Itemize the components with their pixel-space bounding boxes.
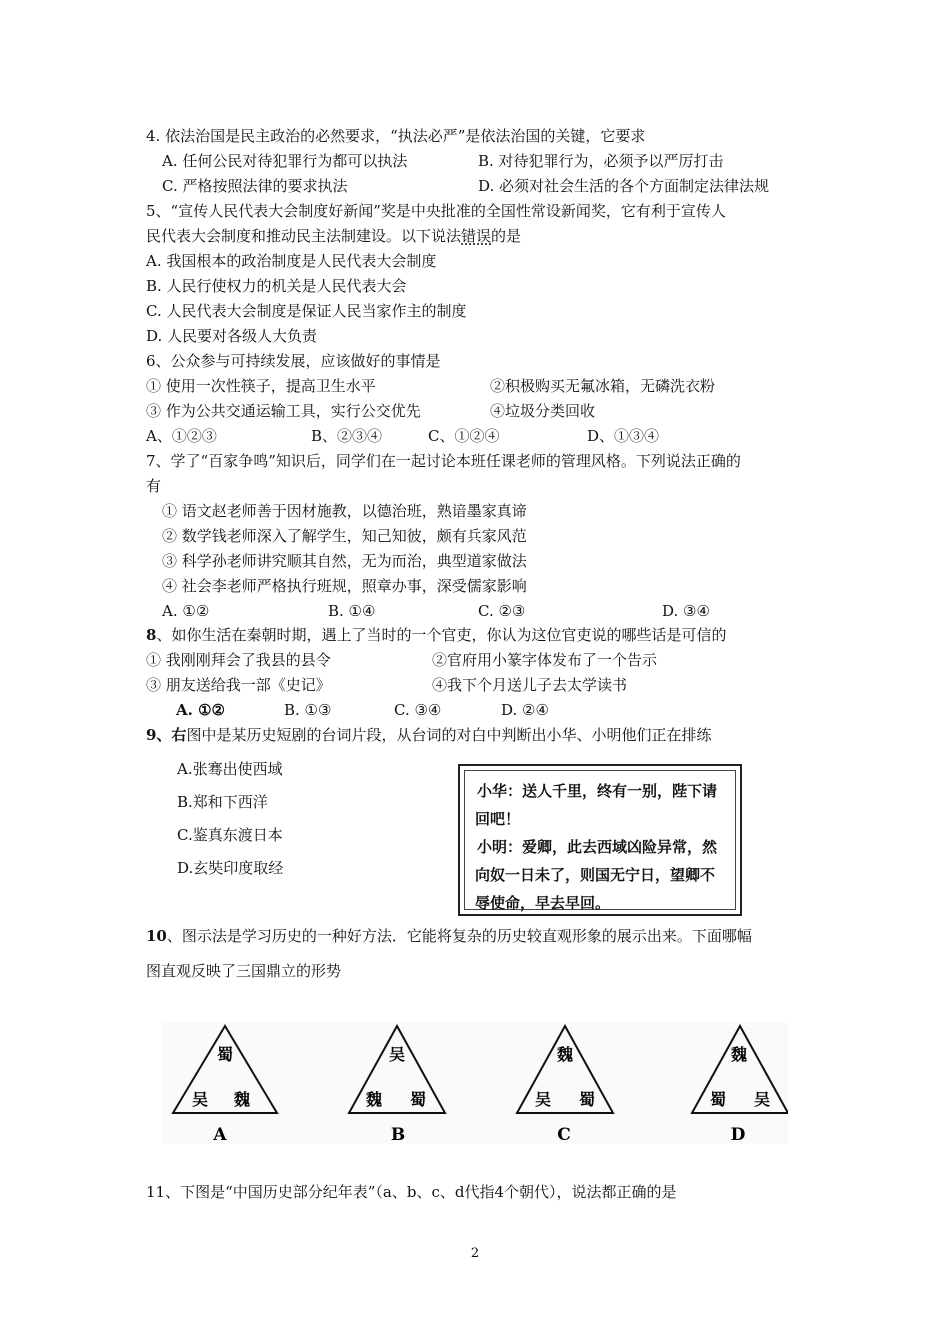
q6-option-a: A、①②③ (146, 427, 217, 445)
triangle-b-top: 吴 (388, 1045, 406, 1064)
q9-option-a: A.张骞出使西域 (177, 760, 283, 778)
q4-stem: 4. 依法治国是民主政治的必然要求，“执法必严”是依法治国的关键，它要求 (146, 127, 646, 145)
q9-number: 9、右 (146, 726, 187, 744)
q7-option-b: B. ①④ (328, 602, 376, 620)
q9-option-b: B.郑和下西洋 (177, 793, 268, 811)
q7-option-c: C. ②③ (478, 602, 526, 620)
q5-option-a: A. 我国根本的政治制度是人民代表大会制度 (146, 252, 437, 270)
q9-option-d: D.玄奘印度取经 (177, 859, 284, 877)
triangle-figure (162, 1022, 788, 1144)
q6-option-b: B、②③④ (311, 427, 383, 445)
triangle-c (517, 1026, 613, 1144)
q5-stem-line1: 5、“宣传人民代表大会制度好新闻”奖是中央批准的全国性常设新闻奖，它有利于宣传人 (146, 202, 726, 220)
q5-stem-line2 (146, 225, 521, 247)
q4-option-b: B. 对待犯罪行为，必须予以严厉打击 (478, 152, 724, 170)
triangle-a-letter: A (213, 1125, 227, 1144)
q7-item-1: ① 语文赵老师善于因材施教，以德治班，熟谙墨家真谛 (162, 502, 527, 520)
q10-stem-line1 (146, 925, 752, 947)
q6-item-1: ① 使用一次性筷子，提高卫生水平 (146, 377, 376, 395)
q8-stem-text: 、如你生活在秦朝时期，遇上了当时的一个官吏，你认为这位官吏说的哪些话是可信的 (156, 626, 727, 644)
triangle-c-shape (517, 1026, 613, 1113)
triangle-d-letter: D (730, 1125, 746, 1144)
triangle-a-shape (173, 1026, 277, 1113)
triangle-b-left: 魏 (365, 1090, 383, 1109)
q5-option-c: C. 人民代表大会制度是保证人民当家作主的制度 (146, 302, 467, 320)
q6-item-3: ③ 作为公共交通运输工具，实行公交优先 (146, 402, 421, 420)
triangle-d (692, 1026, 788, 1144)
dialogue-line-xiaohua: 小华：送人千里，终有一别，陛下请回吧！ (475, 782, 718, 828)
q5-emphasis-word: 错误 (461, 227, 492, 245)
triangle-a-top: 蜀 (216, 1045, 234, 1064)
q5-stem-text: 民代表大会制度和推动民主法制建设。以下说法 (146, 227, 462, 245)
q5-stem-tail: 的是 (491, 227, 522, 245)
triangle-b-shape (349, 1026, 445, 1113)
dialogue-line-xiaoming: 小明：爱卿，此去西域凶险异常，然向奴一日未了，则国无宁日，望卿不辱使命，早去早回。 (475, 838, 718, 912)
triangle-d-shape (692, 1026, 788, 1113)
q5-option-d: D. 人民要对各级人大负责 (146, 327, 318, 345)
triangle-d-right: 吴 (753, 1090, 771, 1109)
triangle-c-right: 蜀 (578, 1090, 596, 1109)
q5-option-b: B. 人民行使权力的机关是人民代表大会 (146, 277, 407, 295)
triangle-a-left: 吴 (191, 1090, 209, 1109)
q4-option-c: C. 严格按照法律的要求执法 (162, 177, 348, 195)
triangle-a (173, 1026, 277, 1144)
q4-option-a: A. 任何公民对待犯罪行为都可以执法 (162, 152, 408, 170)
triangle-d-top: 魏 (730, 1045, 748, 1064)
q7-item-3: ③ 科学孙老师讲究顺其自然，无为而治，典型道家做法 (162, 552, 527, 570)
q7-item-2: ② 数学钱老师深入了解学生，知己知彼，颇有兵家风范 (162, 527, 527, 545)
q7-option-d: D. ③④ (662, 602, 710, 620)
q9-stem (146, 724, 711, 746)
q11-stem: 11、下图是“中国历史部分纪年表”（a、b、c、d代指4个朝代），说法都正确的是 (146, 1183, 677, 1201)
q8-option-c: C. ③④ (394, 701, 442, 719)
triangle-b-right: 蜀 (409, 1090, 427, 1109)
q9-option-c: C.鉴真东渡日本 (177, 826, 283, 844)
q8-item-2: ②官府用小篆字体发布了一个告示 (432, 651, 658, 669)
triangle-b-letter: B (390, 1125, 406, 1144)
triangle-figure-svg (162, 1022, 788, 1144)
triangle-b (349, 1026, 445, 1144)
q6-item-4: ④垃圾分类回收 (490, 402, 596, 420)
triangle-d-left: 蜀 (709, 1090, 727, 1109)
dialogue-box (458, 764, 742, 916)
q8-stem (146, 624, 726, 646)
q10-number: 10 (146, 927, 167, 945)
q6-stem: 6、公众参与可持续发展，应该做好的事情是 (146, 352, 441, 370)
q8-option-b: B. ①③ (284, 701, 332, 719)
page-number: 2 (470, 1246, 480, 1261)
q8-option-d: D. ②④ (501, 701, 549, 719)
q8-item-4: ④我下个月送儿子去太学读书 (432, 676, 628, 694)
q8-option-a: A. ①② (176, 701, 225, 719)
q10-stem-line2: 图直观反映了三国鼎立的形势 (146, 962, 342, 980)
q6-option-c: C、①②④ (428, 427, 500, 445)
triangle-c-letter: C (557, 1125, 571, 1144)
q8-item-1: ① 我刚刚拜会了我县的县令 (146, 651, 331, 669)
q9-stem-text: 图中是某历史短剧的台词片段，从台词的对白中判断出小华、小明他们正在排练 (186, 726, 712, 744)
q8-number: 8 (146, 626, 157, 644)
q7-stem-line1: 7、学了“百家争鸣”知识后，同学们在一起讨论本班任课老师的管理风格。下列说法正确的 (146, 452, 741, 470)
triangle-c-top: 魏 (556, 1045, 574, 1064)
q10-stem-text: 、图示法是学习历史的一种好方法．它能将复杂的历史较直观形象的展示出来。下面哪幅 (166, 927, 752, 945)
q6-option-d: D、①③④ (587, 427, 660, 445)
q7-option-a: A. ①② (162, 602, 210, 620)
q7-item-4: ④ 社会李老师严格执行班规，照章办事，深受儒家影响 (162, 577, 527, 595)
triangle-a-right: 魏 (233, 1090, 251, 1109)
q6-item-2: ②积极购买无氟冰箱，无磷洗衣粉 (490, 377, 716, 395)
dialogue-content (464, 770, 736, 910)
q7-stem-line2: 有 (146, 477, 162, 495)
triangle-c-left: 吴 (534, 1090, 552, 1109)
q8-item-3: ③ 朋友送给我一部《史记》 (146, 676, 331, 694)
q4-option-d: D. 必须对社会生活的各个方面制定法律法规 (478, 177, 770, 195)
